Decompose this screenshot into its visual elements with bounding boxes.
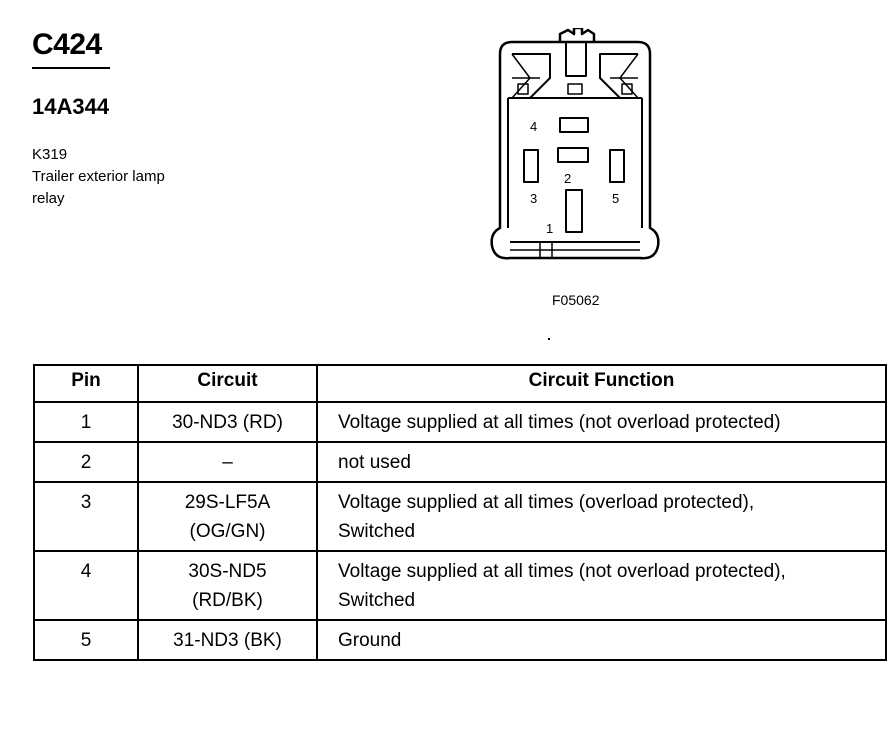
pin-3-cavity [524, 150, 538, 182]
table-row [34, 442, 886, 482]
pin-label-4: 4 [530, 119, 538, 134]
pin-cell: 1 [34, 402, 138, 442]
pin-cell: 4 [34, 551, 138, 620]
title-underline [32, 67, 110, 69]
circuit-cell: 30-ND3 (RD) [138, 402, 317, 442]
pin-2-cavity [558, 148, 588, 162]
header-pin: Pin [34, 365, 138, 402]
circuit-cell: – [138, 442, 317, 482]
function-cell: Voltage supplied at all times (not overload protected), Switched [317, 551, 886, 620]
connector-housing [492, 42, 659, 258]
pin-label-1: 1 [546, 221, 554, 236]
description-line: relay [32, 190, 65, 207]
pin-label-3: 3 [530, 191, 538, 206]
table-row [34, 402, 886, 442]
header-circuit: Circuit [138, 365, 317, 402]
table-header-row [34, 365, 886, 402]
pin-label-5: 5 [612, 191, 620, 206]
pin-1-cavity [566, 190, 582, 232]
connector-id: C424 [32, 28, 102, 61]
pin-label-2: 2 [564, 171, 572, 186]
pin-4-cavity [560, 118, 588, 132]
circuit-cell: 30S-ND5 (RD/BK) [138, 551, 317, 620]
connector-latch [560, 28, 594, 42]
header-circuit-function: Circuit Function [317, 365, 886, 402]
pin-cell: 5 [34, 620, 138, 660]
function-cell: Ground [317, 620, 886, 660]
component-description [32, 144, 165, 210]
pin-cell: 3 [34, 482, 138, 551]
function-cell: not used [317, 442, 886, 482]
figure-id: F05062 [552, 292, 600, 308]
part-number: 14A344 [32, 94, 110, 119]
description-line: K319 [32, 146, 68, 163]
table-row [34, 482, 886, 551]
connector-face-diagram [490, 28, 660, 273]
description-line: Trailer exterior lamp [32, 168, 165, 185]
speck [548, 338, 550, 340]
function-cell: Voltage supplied at all times (not overload protected) [317, 402, 886, 442]
table-row [34, 551, 886, 620]
pin-cell: 2 [34, 442, 138, 482]
table-row [34, 620, 886, 660]
pin-5-cavity [610, 150, 624, 182]
circuit-cell: 29S-LF5A (OG/GN) [138, 482, 317, 551]
function-cell: Voltage supplied at all times (overload protected), Switched [317, 482, 886, 551]
circuit-cell: 31-ND3 (BK) [138, 620, 317, 660]
pinout-table [33, 364, 887, 661]
